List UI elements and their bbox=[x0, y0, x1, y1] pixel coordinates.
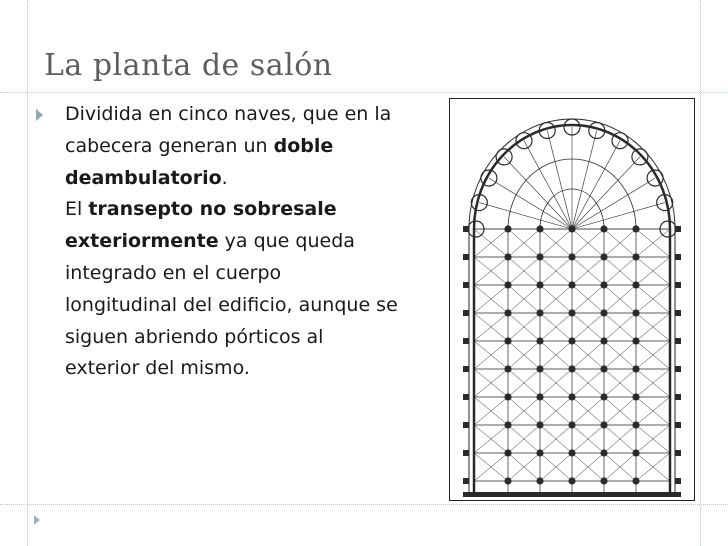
pier bbox=[600, 421, 607, 428]
buttress bbox=[675, 422, 681, 428]
pier bbox=[536, 225, 543, 232]
buttress bbox=[463, 478, 469, 484]
pier bbox=[568, 421, 575, 428]
text-run: ya que queda bbox=[218, 230, 355, 253]
buttress bbox=[675, 254, 681, 260]
pier bbox=[600, 477, 607, 484]
pier bbox=[504, 253, 511, 260]
pier bbox=[632, 365, 639, 372]
buttress bbox=[463, 338, 469, 344]
west-front bbox=[463, 492, 681, 497]
pier bbox=[632, 337, 639, 344]
floor-plan-figure bbox=[449, 98, 695, 501]
pier bbox=[600, 393, 607, 400]
apse-rib bbox=[572, 203, 665, 229]
apse-rib bbox=[572, 178, 655, 229]
apse-rib bbox=[524, 141, 572, 229]
pier bbox=[600, 281, 607, 288]
text-run: cabecera generan un bbox=[65, 134, 274, 157]
pier bbox=[600, 337, 607, 344]
buttress bbox=[463, 422, 469, 428]
text-line bbox=[65, 326, 323, 348]
apse-rib bbox=[572, 141, 620, 229]
pier bbox=[504, 365, 511, 372]
slide-title: La planta de salón bbox=[44, 48, 333, 83]
pier bbox=[568, 477, 575, 484]
buttress bbox=[463, 366, 469, 372]
text-line bbox=[65, 198, 337, 220]
pier bbox=[568, 281, 575, 288]
apse-rib bbox=[489, 178, 572, 229]
pier bbox=[536, 253, 543, 260]
pier bbox=[632, 421, 639, 428]
apse-rib bbox=[504, 157, 572, 229]
text-line bbox=[65, 357, 250, 379]
buttress bbox=[675, 310, 681, 316]
text-run: El bbox=[65, 198, 89, 221]
text-run: integrado en el cuerpo bbox=[65, 261, 282, 284]
pier bbox=[504, 337, 511, 344]
pier bbox=[536, 477, 543, 484]
pier bbox=[568, 393, 575, 400]
pier bbox=[600, 309, 607, 316]
bullet-arrow-icon bbox=[36, 109, 43, 121]
pier bbox=[600, 449, 607, 456]
pier bbox=[600, 253, 607, 260]
text-line bbox=[65, 135, 333, 157]
pier bbox=[536, 365, 543, 372]
pier bbox=[600, 225, 607, 232]
apse-rib bbox=[479, 203, 572, 229]
pier bbox=[632, 225, 639, 232]
pier bbox=[504, 225, 511, 232]
guide-line-horizontal bbox=[0, 92, 728, 93]
pier bbox=[632, 393, 639, 400]
pier bbox=[504, 421, 511, 428]
pier bbox=[536, 281, 543, 288]
pier bbox=[504, 449, 511, 456]
apse-rib bbox=[572, 131, 597, 230]
text-line bbox=[65, 167, 228, 189]
pier bbox=[536, 309, 543, 316]
buttress bbox=[463, 394, 469, 400]
buttress bbox=[675, 450, 681, 456]
text-line bbox=[65, 262, 281, 284]
text-line bbox=[65, 230, 355, 252]
pier bbox=[632, 449, 639, 456]
apse-rib bbox=[547, 131, 572, 230]
pier bbox=[568, 309, 575, 316]
bullet-list bbox=[34, 99, 434, 385]
pier bbox=[632, 253, 639, 260]
buttress bbox=[463, 450, 469, 456]
pier bbox=[568, 253, 575, 260]
buttress bbox=[675, 282, 681, 288]
text-line bbox=[65, 294, 398, 316]
pier bbox=[568, 225, 575, 232]
buttress bbox=[675, 478, 681, 484]
buttress bbox=[675, 366, 681, 372]
bold-term: transepto no sobresale bbox=[88, 198, 337, 221]
buttress bbox=[463, 254, 469, 260]
pier bbox=[568, 449, 575, 456]
pier bbox=[504, 309, 511, 316]
bullet-item bbox=[34, 99, 434, 385]
pier bbox=[632, 281, 639, 288]
pier bbox=[504, 477, 511, 484]
guide-line-vertical bbox=[27, 0, 28, 546]
slide-corner-chevron-icon bbox=[32, 514, 42, 526]
text-run: exterior del mismo. bbox=[65, 357, 250, 380]
text-run: Dividida en cinco naves, que en la bbox=[65, 103, 392, 125]
pier bbox=[504, 393, 511, 400]
bold-term: deambulatorio bbox=[65, 166, 222, 189]
pier bbox=[600, 365, 607, 372]
text-run: longitudinal del edificio, aunque se bbox=[65, 293, 398, 316]
text-line bbox=[65, 103, 391, 125]
apse-rib bbox=[572, 157, 640, 229]
pier bbox=[568, 365, 575, 372]
pier bbox=[568, 337, 575, 344]
church-floor-plan-icon bbox=[450, 99, 694, 500]
bold-term: exteriormente bbox=[65, 230, 219, 253]
text-run: siguen abriendo pórticos al bbox=[65, 325, 324, 348]
guide-line-vertical bbox=[700, 0, 701, 546]
bullet-text bbox=[65, 99, 434, 385]
buttress bbox=[675, 394, 681, 400]
pier bbox=[536, 337, 543, 344]
buttress bbox=[463, 310, 469, 316]
text-run: . bbox=[221, 166, 228, 189]
guide-line-horizontal bbox=[0, 504, 728, 505]
buttress bbox=[675, 338, 681, 344]
pier bbox=[536, 449, 543, 456]
pier bbox=[632, 309, 639, 316]
pier bbox=[632, 477, 639, 484]
pier bbox=[536, 393, 543, 400]
pier bbox=[536, 421, 543, 428]
buttress bbox=[463, 282, 469, 288]
bold-term: doble bbox=[273, 134, 334, 157]
pier bbox=[504, 281, 511, 288]
